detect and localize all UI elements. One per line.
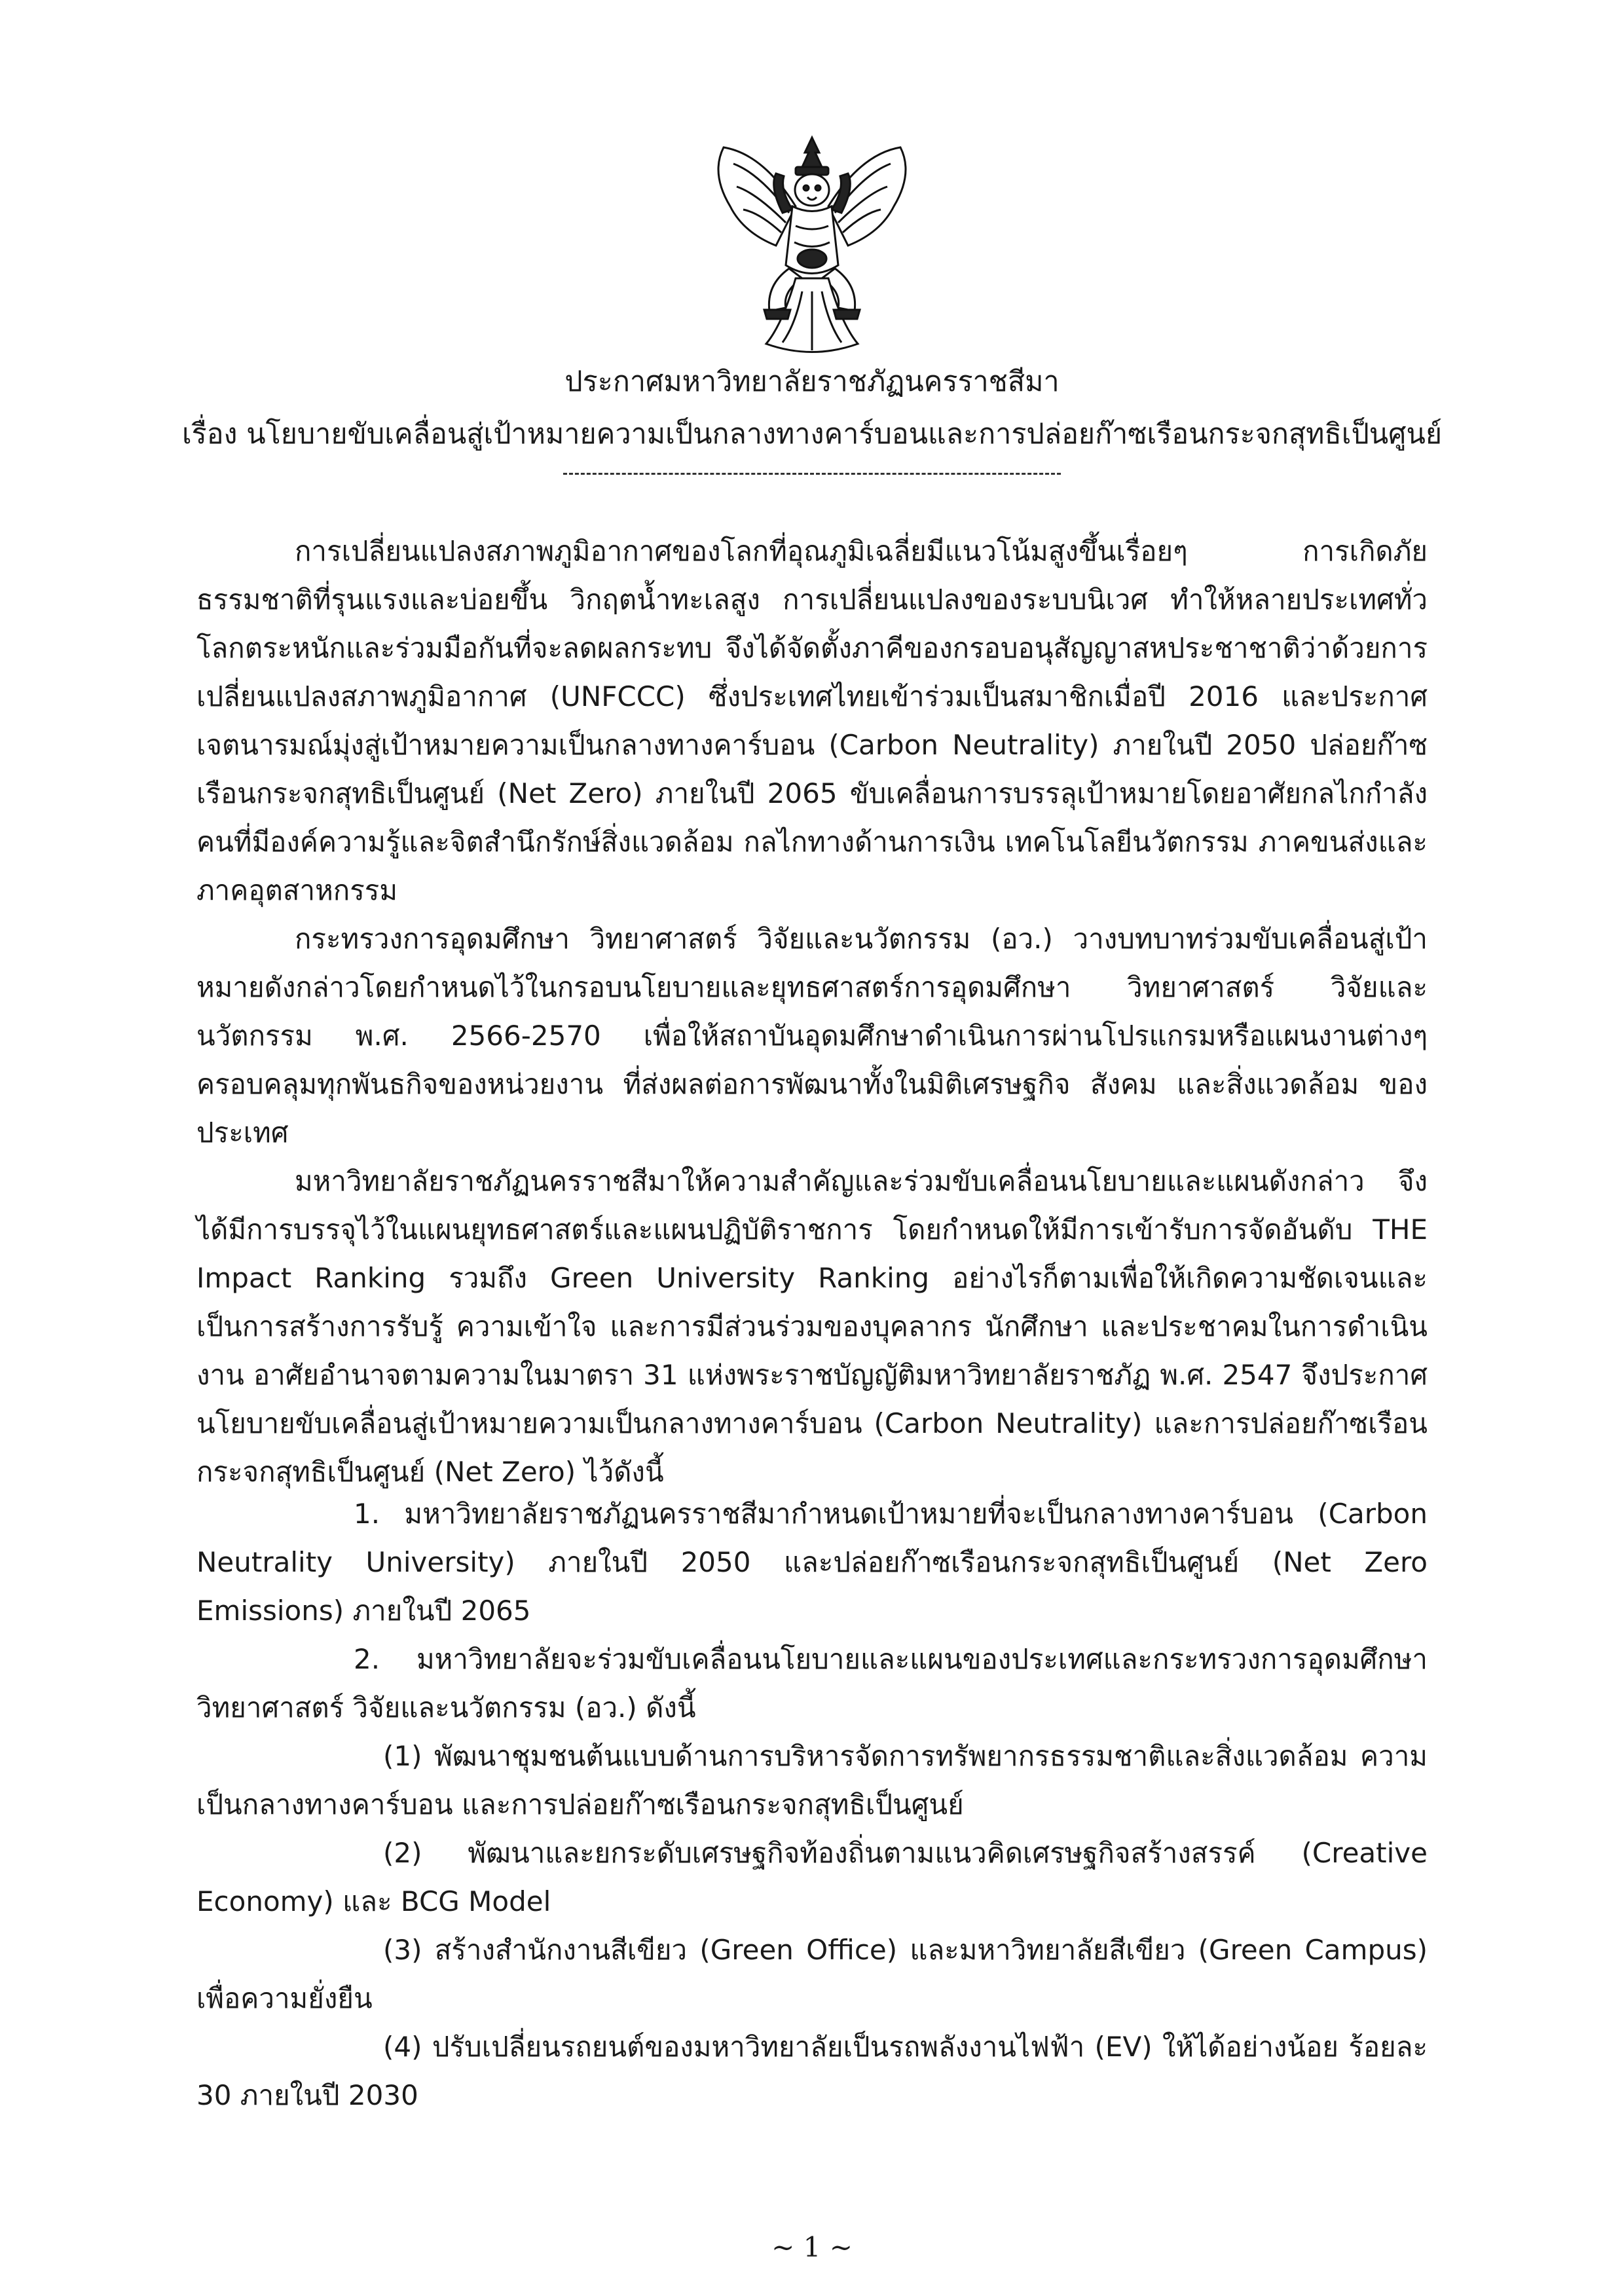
- paragraph-university-policy: มหาวิทยาลัยราชภัฏนครราชสีมาให้ความสำคัญและร่วมขับเคลื่อนนโยบายและแผนดังกล่าว จึงได้มีการบรรจุไว้ในแผนยุทธศาสตร์และแผนปฏิบัติราชการ โดยกำหนดให้มีการเข้ารับการจัดอันดับ THE Impact Ranking รวมถึง Green University Ranking อย่างไรก็ตามเพื่อให้เกิดความชัดเจนและเป็นการสร้างการรับรู้ ความเข้าใจ และการมีส่วนร่วมของบุคลากร นักศึกษา และประชาคมในการดำเนินงาน อาศัยอำนาจตามความในมาตรา 31 แห่งพระราชบัญญัติมหาวิทยาลัยราชภัฏ พ.ศ. 2547 จึงประกาศนโยบายขับเคลื่อนสู่เป้าหมายความเป็นกลางทางคาร์บอน (Carbon Neutrality) และการปล่อยก๊าซเรือนกระจกสุทธิเป็นศูนย์ (Net Zero) ไว้ดังนี้: [196, 1165, 1428, 1488]
- policy-subitem-4: (4) ปรับเปลี่ยนรถยนต์ของมหาวิทยาลัยเป็นรถพลังงานไฟฟ้า (EV) ให้ได้อย่างน้อย ร้อยละ 30 ภายในปี 2030: [196, 2031, 1428, 2111]
- dashed-divider: [563, 473, 1061, 475]
- paragraph-ministry-role: กระทรวงการอุดมศึกษา วิทยาศาสตร์ วิจัยและนวัตกรรม (อว.) วางบทบาทร่วมขับเคลื่อนสู่เป้าหมายดังกล่าวโดยกำหนดไว้ในกรอบนโยบายและยุทธศาสตร์การอุดมศึกษา วิทยาศาสตร์ วิจัยและนวัตกรรม พ.ศ. 2566-2570 เพื่อให้สถาบันอุดมศึกษาดำเนินการผ่านโปรแกรมหรือแผนงานต่างๆ ครอบคลุมทุกพันธกิจของหน่วยงาน ที่ส่งผลต่อการพัฒนาทั้งในมิติเศรษฐกิจ สังคม และสิ่งแวดล้อม ของประเทศ: [196, 923, 1428, 1149]
- policy-subitem-2: (2) พัฒนาและยกระดับเศรษฐกิจท้องถิ่นตามแนวคิดเศรษฐกิจสร้างสรรค์ (Creative Economy) และ BCG Model: [196, 1837, 1428, 1917]
- policy-items: [196, 1490, 1428, 2120]
- policy-subitem-1: (1) พัฒนาชุมชนต้นแบบด้านการบริหารจัดการทรัพยากรธรรมชาติและสิ่งแวดล้อม ความเป็นกลางทางคาร์บอน และการปล่อยก๊าซเรือนกระจกสุทธิเป็นศูนย์: [196, 1740, 1428, 1821]
- policy-subitem-3: (3) สร้างสำนักงานสีเขียว (Green Office) และมหาวิทยาลัยสีเขียว (Green Campus) เพื่อความยั่งยืน: [196, 1934, 1428, 2014]
- garuda-emblem-icon: [704, 134, 920, 360]
- paragraph-climate-context: การเปลี่ยนแปลงสภาพภูมิอากาศของโลกที่อุณภูมิเฉลี่ยมีแนวโน้มสูงขึ้นเรื่อยๆ การเกิดภัยธรรมชาติที่รุนแรงและบ่อยขึ้น วิกฤตน้ำทะเลสูง การเปลี่ยนแปลงของระบบนิเวศ ทำให้หลายประเทศทั่วโลกตระหนักและร่วมมือกันที่จะลดผลกระทบ จึงได้จัดตั้งภาคีของกรอบอนุสัญญาสหประชาชาติว่าด้วยการเปลี่ยนแปลงสภาพภูมิอากาศ (UNFCCC) ซึ่งประเทศไทยเข้าร่วมเป็นสมาชิกเมื่อปี 2016 และประกาศเจตนารมณ์มุ่งสู่เป้าหมายความเป็นกลางทางคาร์บอน (Carbon Neutrality) ภายในปี 2050 ปล่อยก๊าซเรือนกระจกสุทธิเป็นศูนย์ (Net Zero) ภายในปี 2065 ขับเคลื่อนการบรรลุเป้าหมายโดยอาศัยกลไกกำลังคนที่มีองค์ความรู้และจิตสำนึกรักษ์สิ่งแวดล้อม กลไกทางด้านการเงิน เทคโนโลยีนวัตกรรม ภาคขนส่งและภาคอุตสาหกรรม: [196, 535, 1428, 906]
- announcement-subject: เรื่อง นโยบายขับเคลื่อนสู่เป้าหมายความเป็นกลางทางคาร์บอนและการปล่อยก๊าซเรือนกระจกสุทธิเป็นศูนย์: [181, 418, 1443, 451]
- policy-item-1: 1. มหาวิทยาลัยราชภัฏนครราชสีมากำหนดเป้าหมายที่จะเป็นกลางทางคาร์บอน (Carbon Neutrality University) ภายในปี 2050 และปล่อยก๊าซเรือนกระจกสุทธิเป็นศูนย์ (Net Zero Emissions) ภายในปี 2065: [196, 1498, 1428, 1627]
- policy-item-2: 2. มหาวิทยาลัยจะร่วมขับเคลื่อนนโยบายและแผนของประเทศและกระทรวงการอุดมศึกษา วิทยาศาสตร์ วิจัยและนวัตกรรม (อว.) ดังนี้: [196, 1643, 1428, 1724]
- preamble-paragraphs: [196, 527, 1428, 1496]
- announcement-title: ประกาศมหาวิทยาลัยราชภัฏนครราชสีมา: [564, 365, 1060, 398]
- page-number: ~ 1 ~: [771, 2231, 853, 2263]
